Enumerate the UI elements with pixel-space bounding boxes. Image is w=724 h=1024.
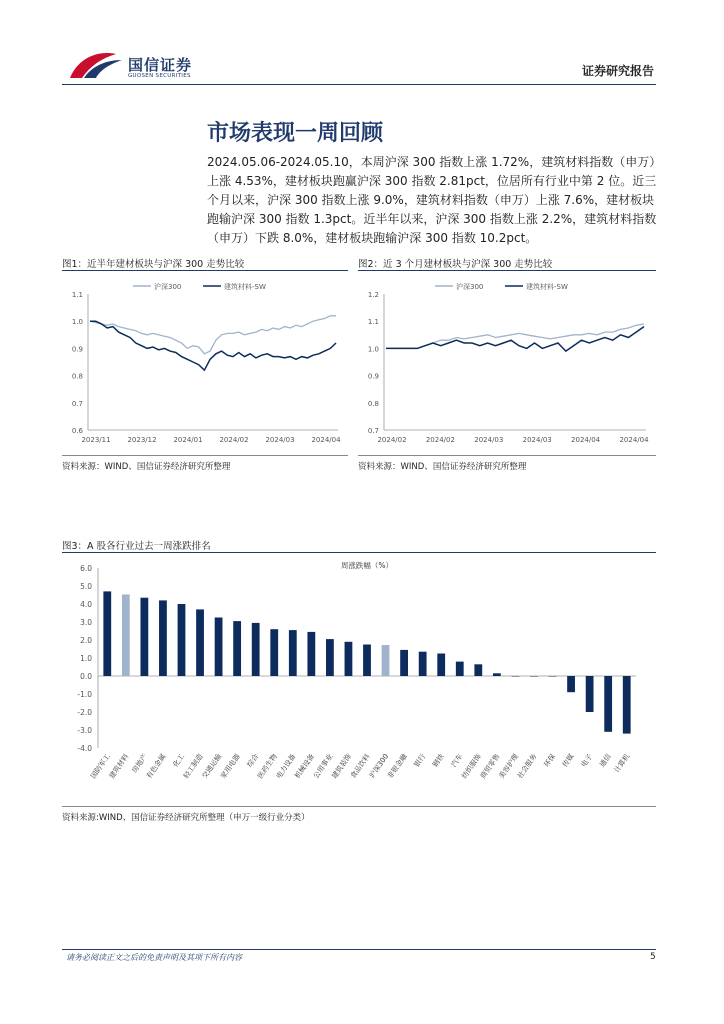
fig1-title-rule bbox=[62, 270, 348, 271]
fig1-x-tick-label: 2024/02 bbox=[219, 436, 249, 444]
fig3-y-tick-label: -1.0 bbox=[77, 690, 92, 699]
fig3-category-label: 银行 bbox=[412, 752, 428, 769]
fig2-y-tick-label: 1.2 bbox=[367, 291, 379, 299]
fig2-legend-label: 沪深300 bbox=[456, 283, 484, 291]
fig3-bar bbox=[215, 618, 223, 677]
fig1-bottom-rule bbox=[62, 455, 348, 456]
fig3-category-label: 社会服务 bbox=[515, 752, 539, 781]
fig3-bar bbox=[419, 652, 427, 676]
fig3-category-label: 建筑材料 bbox=[107, 752, 131, 781]
fig2-x-tick-label: 2024/03 bbox=[474, 436, 504, 444]
fig2-y-tick-label: 0.7 bbox=[367, 427, 379, 435]
fig3-bar bbox=[103, 591, 111, 676]
fig2-x-tick-label: 2024/02 bbox=[377, 436, 407, 444]
fig3-bar bbox=[233, 621, 241, 676]
fig1-title: 图1：近半年建材板块与沪深 300 走势比较 bbox=[62, 259, 245, 270]
fig3-bar bbox=[400, 650, 408, 676]
fig3-category-label: 传媒 bbox=[561, 752, 576, 769]
fig3-y-tick-label: 0.0 bbox=[80, 672, 92, 681]
fig3-bar bbox=[363, 645, 371, 677]
fig3-bar bbox=[437, 654, 445, 677]
header-divider bbox=[62, 84, 656, 85]
fig3-bar bbox=[493, 673, 501, 676]
fig2-y-tick-label: 0.9 bbox=[367, 372, 379, 381]
fig3-y-tick-label: 1.0 bbox=[80, 654, 92, 663]
fig1-y-tick-label: 1.1 bbox=[71, 291, 83, 299]
fig3-bar bbox=[530, 676, 538, 677]
fig3-category-label: 电子 bbox=[579, 752, 595, 769]
fig3-category-label: 交通运输 bbox=[200, 752, 224, 781]
fig3-y-tick-label: 2.0 bbox=[80, 636, 92, 645]
fig3-category-label: 轻工制造 bbox=[182, 752, 205, 781]
fig3-category-label: 医药生物 bbox=[256, 752, 279, 781]
footer-divider bbox=[62, 949, 656, 950]
fig2-x-tick-label: 2024/04 bbox=[571, 436, 601, 444]
fig3-category-label: 通信 bbox=[598, 752, 613, 769]
fig3-category-label: 纺织服饰 bbox=[460, 752, 483, 781]
fig3-category-label: 房地产 bbox=[130, 752, 150, 775]
fig3-bar bbox=[270, 629, 278, 676]
logo-chinese: 国信证券 bbox=[128, 56, 193, 74]
fig1-y-tick-label: 1.0 bbox=[71, 318, 83, 327]
fig2-bottom-rule bbox=[358, 455, 656, 456]
fig2-x-tick-label: 2024/04 bbox=[619, 436, 649, 444]
fig1-y-tick-label: 0.6 bbox=[71, 427, 83, 435]
fig3-bar bbox=[604, 676, 612, 732]
fig3-bar bbox=[159, 600, 167, 676]
section-title: 市场表现一周回顾 bbox=[207, 121, 384, 146]
fig3-y-tick-label: 3.0 bbox=[80, 618, 92, 627]
fig3-chart-title: 周涨跌幅（%） bbox=[340, 561, 394, 570]
fig3-category-label: 家用电器 bbox=[219, 752, 242, 781]
fig3-bottom-rule bbox=[62, 806, 656, 807]
fig3-category-label: 机械设备 bbox=[293, 752, 316, 781]
page-number: 5 bbox=[650, 952, 656, 962]
fig1-y-tick-label: 0.9 bbox=[71, 345, 83, 354]
fig3-y-tick-label: 6.0 bbox=[80, 564, 92, 573]
fig2-y-tick-label: 1.1 bbox=[367, 318, 379, 327]
fig2-series-line bbox=[386, 324, 644, 349]
fig3-bar bbox=[549, 676, 557, 677]
fig2-source: 资料来源：WIND、国信证券经济研究所整理 bbox=[358, 462, 527, 472]
fig3-bar bbox=[122, 594, 130, 676]
fig1-legend-label: 建筑材料-SW bbox=[224, 283, 266, 291]
fig3-y-tick-label: 4.0 bbox=[80, 600, 92, 609]
fig3-category-label: 钢铁 bbox=[431, 752, 446, 769]
fig3-category-label: 公用事业 bbox=[311, 752, 335, 781]
fig3-y-tick-label: -2.0 bbox=[77, 708, 92, 717]
fig1-x-tick-label: 2023/12 bbox=[127, 436, 157, 444]
fig2-y-tick-label: 0.8 bbox=[367, 399, 379, 408]
disclaimer-note: 请务必阅读正文之后的免责声明及其项下所有内容 bbox=[66, 953, 242, 962]
fig1-series-line bbox=[90, 316, 336, 354]
fig1-x-tick-label: 2023/11 bbox=[81, 436, 111, 444]
fig2-x-tick-label: 2024/03 bbox=[522, 436, 552, 444]
summary-paragraph: 2024.05.06-2024.05.10，本周沪深 300 指数上涨 1.72%，建筑材料指数（申万）上涨 4.53%，建材板块跑赢沪深 300 指数 2.81pct，位居所有行业中第 2 位。近三个月以来，沪深 300 指数上涨 9.0%，建筑材料指数（申万）上涨 7.6%，建材板块跑输沪深 300 指数 1.3pct。近半年以来，沪深 300 指数上涨 2.2%，建筑材料指数（申万）下跌 8.0%，建材板块跑输沪深 300 指数 10.2pct。 bbox=[207, 155, 662, 245]
fig1-x-tick-label: 2024/03 bbox=[265, 436, 295, 444]
report-type-label: 证券研究报告 bbox=[581, 64, 654, 78]
fig1-source: 资料来源：WIND、国信证券经济研究所整理 bbox=[62, 462, 231, 472]
fig1-line-chart bbox=[62, 276, 348, 450]
fig3-category-label: 美容护理 bbox=[497, 752, 521, 781]
fig3-bar bbox=[345, 642, 353, 676]
fig3-bar bbox=[178, 604, 186, 676]
fig3-category-label: 沪深300 bbox=[367, 752, 391, 780]
fig3-category-label: 建筑装饰 bbox=[330, 752, 354, 781]
fig3-bar bbox=[252, 623, 260, 676]
fig3-bar bbox=[512, 676, 520, 677]
fig3-bar bbox=[196, 609, 204, 676]
fig3-y-tick-label: -4.0 bbox=[77, 744, 92, 753]
fig3-category-label: 计算机 bbox=[612, 752, 632, 775]
fig2-x-tick-label: 2024/02 bbox=[425, 436, 455, 444]
fig2-title: 图2：近 3 个月建材板块与沪深 300 走势比较 bbox=[358, 259, 553, 270]
fig3-category-label: 汽车 bbox=[449, 752, 465, 769]
fig3-bar bbox=[456, 662, 464, 676]
fig1-x-tick-label: 2024/01 bbox=[173, 436, 203, 444]
fig2-title-rule bbox=[358, 270, 656, 271]
fig1-y-tick-label: 0.8 bbox=[71, 372, 83, 381]
fig3-category-label: 有色金属 bbox=[144, 752, 168, 781]
fig3-y-tick-label: 5.0 bbox=[80, 582, 92, 591]
fig3-bar bbox=[567, 676, 575, 692]
fig3-category-label: 环保 bbox=[542, 752, 558, 769]
fig3-y-tick-label: -3.0 bbox=[77, 726, 92, 735]
fig3-bar bbox=[289, 630, 297, 676]
fig2-y-tick-label: 1.0 bbox=[367, 345, 379, 354]
fig1-x-tick-label: 2024/04 bbox=[311, 436, 341, 444]
fig2-line-chart bbox=[358, 276, 656, 450]
fig1-y-tick-label: 0.7 bbox=[71, 399, 83, 408]
fig3-category-label: 食品饮料 bbox=[349, 752, 372, 781]
logo-english: GUOSEN SECURITIES bbox=[128, 73, 191, 79]
fig3-bar bbox=[623, 676, 631, 734]
fig3-bar bbox=[586, 676, 594, 712]
fig3-title: 图3：A 股各行业过去一周涨跌排名 bbox=[62, 541, 211, 552]
fig1-legend-label: 沪深300 bbox=[154, 283, 182, 291]
fig3-bar bbox=[307, 632, 315, 676]
fig3-source: 资料来源:WIND、国信证券经济研究所整理（申万一级行业分类） bbox=[62, 813, 310, 823]
guosen-logo-icon bbox=[68, 50, 124, 82]
fig3-bar bbox=[382, 645, 390, 676]
fig3-bar bbox=[326, 639, 334, 676]
fig3-bar-chart bbox=[62, 556, 656, 804]
fig3-category-label: 商贸零售 bbox=[478, 752, 502, 781]
fig3-title-rule bbox=[62, 552, 656, 553]
fig3-category-label: 化工 bbox=[171, 752, 187, 769]
fig3-bar bbox=[474, 664, 482, 676]
fig2-legend-label: 建筑材料-SW bbox=[526, 283, 568, 291]
fig3-category-label: 国防军工 bbox=[89, 752, 112, 781]
fig2-series-line bbox=[386, 327, 644, 352]
fig3-category-label: 综合 bbox=[245, 752, 261, 769]
fig3-category-label: 电力设备 bbox=[274, 752, 298, 781]
fig3-category-label: 非银金融 bbox=[386, 752, 409, 781]
fig3-bar bbox=[140, 598, 148, 676]
